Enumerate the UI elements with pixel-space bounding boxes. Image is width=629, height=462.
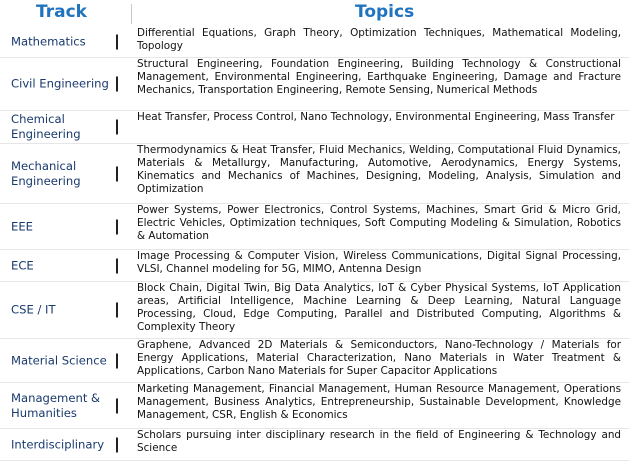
tracks-table bbox=[0, 27, 629, 461]
track-topics: Scholars pursuing inter disciplinary research in the field of Engineering & Technology and Science bbox=[137, 429, 621, 454]
header-track: Track bbox=[36, 2, 87, 22]
table-row-cse-it bbox=[0, 282, 629, 339]
track-name: Civil Engineering bbox=[11, 76, 109, 91]
table-row-civil bbox=[0, 58, 629, 111]
table-row-eee bbox=[0, 204, 629, 250]
track-topics: Structural Engineering, Foundation Engineering, Building Technology & Constructional Management, Environmental Engineering, Earthquake Engineering, Damage and Fracture Mechanics, Transportation Engineering, Remote Sensing, Numerical Methods bbox=[137, 58, 621, 96]
row-separator bbox=[116, 258, 118, 273]
track-name: Mathematics bbox=[11, 34, 86, 49]
row-separator bbox=[116, 437, 118, 452]
table-row-ece bbox=[0, 250, 629, 282]
track-name: ECE bbox=[11, 258, 34, 272]
table-row-material-science bbox=[0, 339, 629, 383]
row-separator bbox=[116, 77, 118, 92]
table-row-chemical bbox=[0, 111, 629, 144]
track-name: CSE / IT bbox=[11, 302, 56, 317]
row-separator bbox=[116, 303, 118, 318]
row-separator bbox=[116, 35, 118, 50]
track-name: Management & Humanities bbox=[11, 390, 101, 420]
track-name: EEE bbox=[11, 219, 33, 233]
table-row-management bbox=[0, 383, 629, 429]
row-separator bbox=[116, 219, 118, 234]
track-topics: Thermodynamics & Heat Transfer, Fluid Mechanics, Welding, Computational Fluid Dynamics, Materials & Metallurgy, Manufacturing, Automotive, Aerodynamics, Energy Systems, Kinematics and Mechanics of Machines, Designing, Modeling, Analysis, Simulation and Optimization bbox=[137, 144, 621, 195]
track-topics: Power Systems, Power Electronics, Control Systems, Machines, Smart Grid & Micro Grid, Electric Vehicles, Optimization techniques, Soft Computing Modeling & Simulation, Robotics & Automation bbox=[137, 204, 621, 242]
header-topics: Topics bbox=[355, 2, 415, 22]
track-topics: Block Chain, Digital Twin, Big Data Analytics, IoT & Cyber Physical Systems, IoT Application areas, Artificial Intelligence, Machine Learning & Deep Learning, Natural Language Processing, Cloud, Edge Computing, Parallel and Distributed Computing, Algorithms & Complexity Theory bbox=[137, 282, 621, 333]
table-row-interdisciplinary bbox=[0, 429, 629, 461]
row-separator bbox=[116, 166, 118, 181]
header-divider bbox=[131, 4, 132, 24]
track-name: Chemical Engineering bbox=[11, 112, 81, 141]
track-name: Material Science bbox=[11, 353, 107, 367]
track-topics: Graphene, Advanced 2D Materials & Semiconductors, Nano-Technology / Materials for Energy Applications, Material Characterization, Nano Materials in Water Treatment & Applications, Carbon Nano Materials for Super Capacitor Applications bbox=[137, 339, 621, 377]
row-separator bbox=[116, 353, 118, 368]
track-name: Mechanical Engineering bbox=[11, 158, 81, 188]
track-topics: Image Processing & Computer Vision, Wireless Communications, Digital Signal Processing, VLSI, Channel modeling for 5G, MIMO, Antenna Design bbox=[137, 250, 621, 275]
row-separator bbox=[116, 120, 118, 135]
row-separator bbox=[116, 398, 118, 413]
track-topics: Differential Equations, Graph Theory, Optimization Techniques, Mathematical Modeling, Topology bbox=[137, 27, 621, 52]
track-topics: Heat Transfer, Process Control, Nano Technology, Environmental Engineering, Mass Transfer bbox=[137, 111, 615, 123]
table-row-mechanical bbox=[0, 144, 629, 204]
table-row-mathematics bbox=[0, 27, 629, 58]
track-topics: Marketing Management, Financial Management, Human Resource Management, Operations Management, Business Analytics, Entrepreneurship, Sustainable Development, Knowledge Management, CSR, English & Economics bbox=[137, 383, 621, 421]
track-name: Interdisciplinary bbox=[11, 437, 105, 451]
